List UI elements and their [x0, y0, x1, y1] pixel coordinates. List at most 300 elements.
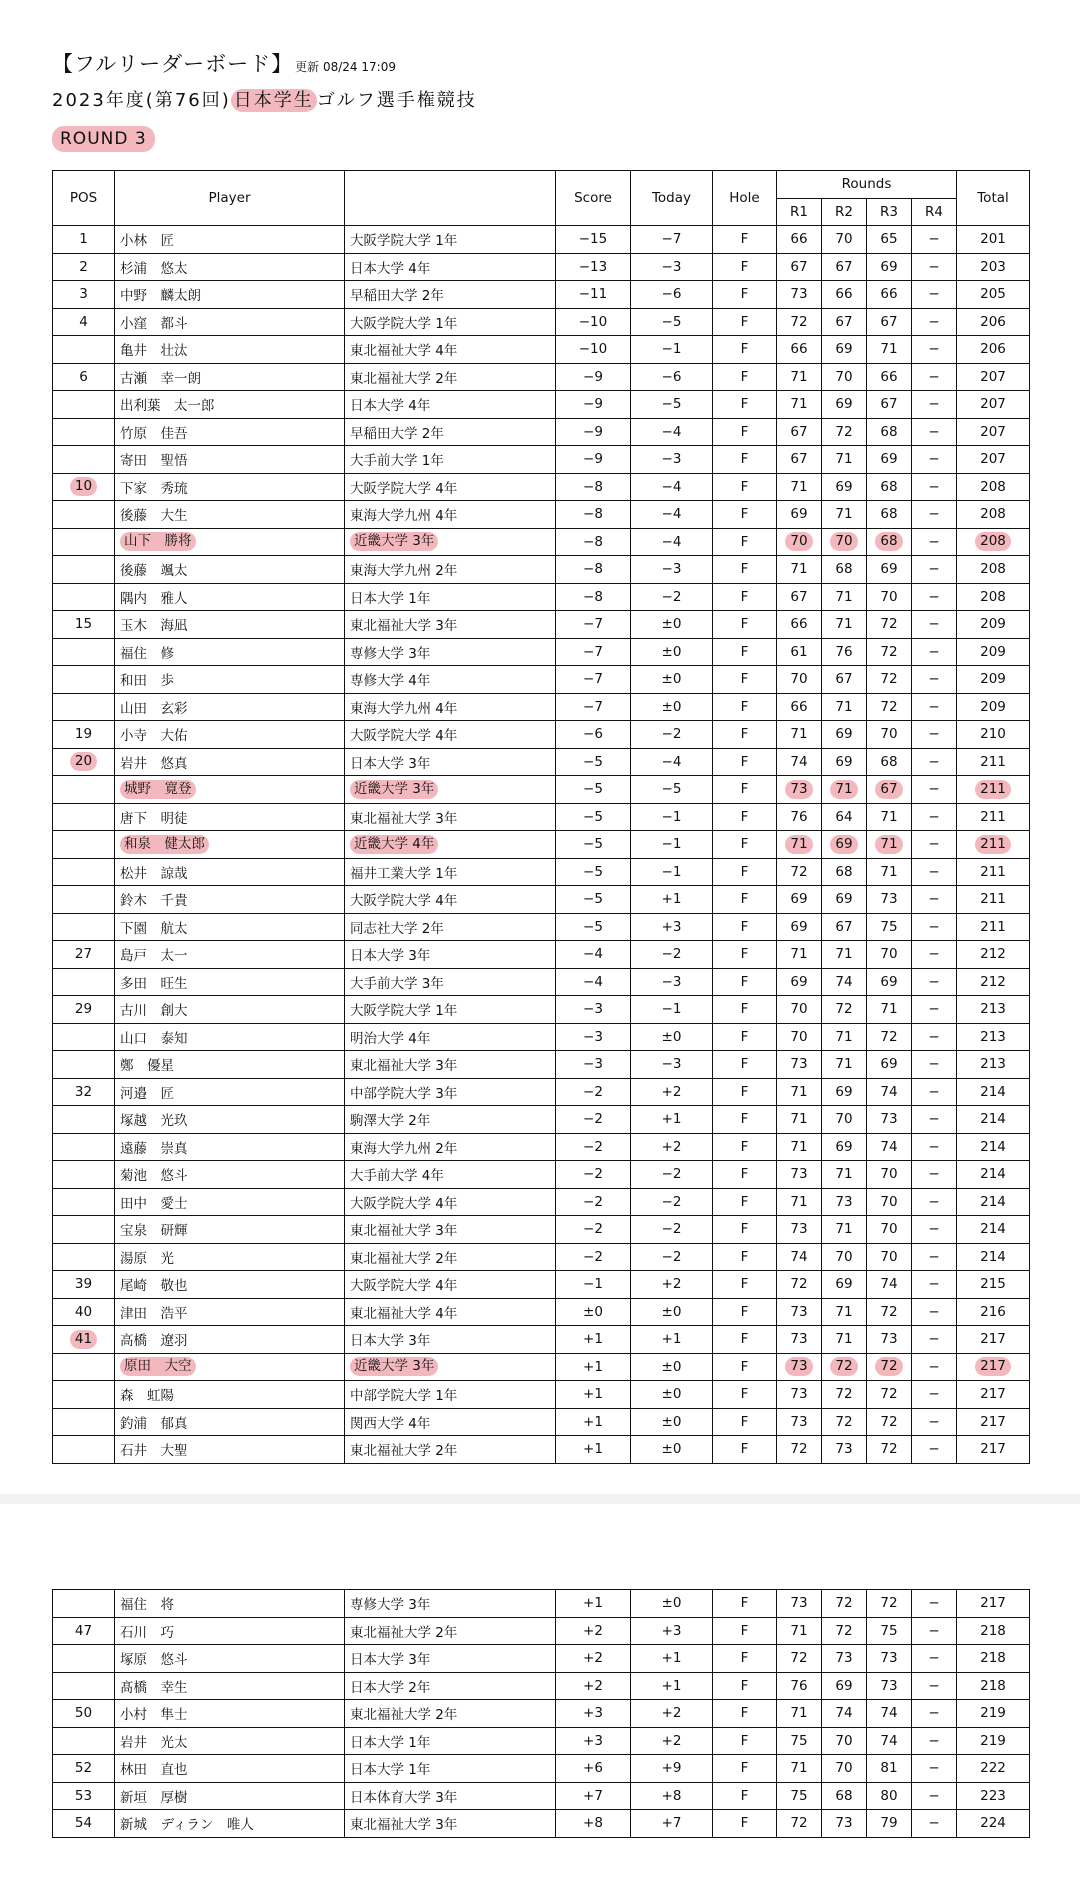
today-text: ±0: [661, 1358, 682, 1375]
total-text: 208: [980, 506, 1006, 523]
player-name-cell: [115, 1188, 345, 1216]
pos-cell: [53, 1727, 115, 1755]
school-cell: [345, 473, 556, 501]
today-text: +1: [661, 1111, 682, 1128]
today-text: −1: [661, 808, 682, 825]
r2-text: 69: [835, 891, 853, 908]
hole-text: F: [740, 973, 749, 990]
hole-cell: [713, 446, 777, 474]
pos-cell: [53, 336, 115, 364]
r1-text: 70: [790, 1001, 808, 1018]
r2-cell: [822, 1645, 867, 1673]
player-name-text: 石川 巧: [120, 1624, 174, 1641]
hole-cell: [713, 1271, 777, 1299]
table-row: [53, 1727, 1030, 1755]
col-header-total: Total: [957, 171, 1030, 226]
score-cell: [556, 748, 631, 776]
pos-cell: [53, 1216, 115, 1244]
r1-cell: [777, 446, 822, 474]
r2-cell: [822, 1078, 867, 1106]
total-text: 211: [980, 753, 1006, 770]
total-text: 210: [980, 726, 1006, 743]
r2-text: 66: [835, 286, 853, 303]
r4-cell: [912, 913, 957, 941]
score-text: −11: [578, 286, 608, 303]
table-row: [53, 1782, 1030, 1810]
r3-text: 66: [880, 368, 898, 385]
r2-cell: [822, 556, 867, 584]
hole-cell: [713, 336, 777, 364]
score-cell: [556, 886, 631, 914]
r2-cell: [822, 996, 867, 1024]
school-text: 東北福祉大学 3年: [350, 1058, 458, 1075]
school-cell: [345, 831, 556, 859]
school-text: 東海大学九州 4年: [350, 508, 458, 525]
r2-cell: [822, 721, 867, 749]
pos-text: 27: [74, 946, 93, 963]
school-text: 日本大学 2年: [350, 1679, 431, 1696]
total-text: 213: [980, 1056, 1006, 1073]
school-text: 日本大学 3年: [350, 1652, 431, 1669]
r2-cell: [822, 1700, 867, 1728]
today-text: −2: [661, 1248, 682, 1265]
total-text: 207: [980, 396, 1006, 413]
player-name-cell: [115, 253, 345, 281]
r2-cell: [822, 501, 867, 529]
total-cell: [957, 1590, 1030, 1618]
total-text: 214: [980, 1111, 1006, 1128]
school-cell: [345, 253, 556, 281]
total-text: 217: [975, 1357, 1011, 1376]
r4-cell: [912, 446, 957, 474]
r4-cell: [912, 583, 957, 611]
total-text: 209: [980, 698, 1006, 715]
today-text: −1: [661, 1001, 682, 1018]
player-name-cell: [115, 1216, 345, 1244]
score-cell: [556, 226, 631, 254]
r4-cell: [912, 1298, 957, 1326]
r2-text: 69: [835, 753, 853, 770]
r3-cell: [867, 1436, 912, 1464]
r2-cell: [822, 968, 867, 996]
table-row: [53, 666, 1030, 694]
r1-text: 71: [790, 478, 808, 495]
r1-text: 71: [790, 1705, 808, 1722]
r2-cell: [822, 1216, 867, 1244]
r2-text: 69: [835, 1083, 853, 1100]
player-name-cell: [115, 308, 345, 336]
school-text: 大阪学院大学 4年: [350, 728, 458, 745]
player-name-cell: [115, 1243, 345, 1271]
school-cell: [345, 611, 556, 639]
today-text: −2: [661, 1166, 682, 1183]
r4-text: −: [928, 588, 940, 605]
school-cell: [345, 226, 556, 254]
pos-cell: [53, 1326, 115, 1354]
r1-cell: [777, 776, 822, 804]
today-text: ±0: [661, 698, 682, 715]
r3-cell: [867, 748, 912, 776]
hole-cell: [713, 528, 777, 556]
score-text: −8: [583, 561, 603, 578]
r4-cell: [912, 1161, 957, 1189]
today-text: −1: [661, 836, 682, 853]
score-cell: [556, 1023, 631, 1051]
r3-cell: [867, 1298, 912, 1326]
player-name-text: 出利葉 太一郎: [120, 398, 215, 415]
school-text: 日本大学 1年: [350, 590, 431, 607]
total-cell: [957, 776, 1030, 804]
r4-text: −: [928, 1056, 940, 1073]
total-text: 217: [980, 1441, 1006, 1458]
total-text: 208: [980, 561, 1006, 578]
hole-cell: [713, 886, 777, 914]
r2-text: 70: [830, 532, 857, 551]
school-cell: [345, 391, 556, 419]
school-cell: [345, 1271, 556, 1299]
r4-cell: [912, 1353, 957, 1381]
school-cell: [345, 308, 556, 336]
r2-text: 71: [835, 1303, 853, 1320]
player-name-text: 山田 玄彩: [120, 700, 188, 717]
total-cell: [957, 1782, 1030, 1810]
school-text: 大阪学院大学 1年: [350, 233, 458, 250]
today-text: −4: [661, 478, 682, 495]
today-text: −4: [661, 506, 682, 523]
school-cell: [345, 336, 556, 364]
total-cell: [957, 1755, 1030, 1783]
today-text: +2: [661, 1732, 682, 1749]
r1-text: 74: [790, 1248, 808, 1265]
table-body: [53, 1590, 1030, 1838]
pos-text: 41: [70, 1330, 97, 1349]
table-row: [53, 528, 1030, 556]
r1-cell: [777, 1078, 822, 1106]
school-cell: [345, 1590, 556, 1618]
r2-text: 71: [835, 1221, 853, 1238]
score-text: −1: [583, 1276, 603, 1293]
player-name-cell: [115, 968, 345, 996]
hole-text: F: [740, 781, 749, 798]
leaderboard-table-continued: [52, 1589, 1030, 1838]
today-text: −2: [661, 726, 682, 743]
pos-cell: [53, 968, 115, 996]
score-cell: [556, 858, 631, 886]
r4-cell: [912, 1617, 957, 1645]
r2-cell: [822, 363, 867, 391]
pos-text: 10: [70, 477, 97, 496]
total-text: 211: [980, 918, 1006, 935]
r1-cell: [777, 748, 822, 776]
score-text: −2: [583, 1166, 603, 1183]
r1-cell: [777, 1700, 822, 1728]
total-cell: [957, 1216, 1030, 1244]
r3-text: 71: [880, 808, 898, 825]
today-cell: [631, 1672, 713, 1700]
school-cell: [345, 1188, 556, 1216]
r3-cell: [867, 1271, 912, 1299]
r2-text: 73: [835, 1193, 853, 1210]
r3-cell: [867, 858, 912, 886]
r1-cell: [777, 858, 822, 886]
table-row: [53, 1133, 1030, 1161]
score-cell: [556, 1271, 631, 1299]
pos-cell: [53, 1700, 115, 1728]
r4-cell: [912, 996, 957, 1024]
update-timestamp: 更新 08/24 17:09: [295, 60, 396, 74]
total-cell: [957, 638, 1030, 666]
school-cell: [345, 363, 556, 391]
r2-text: 71: [830, 780, 857, 799]
r2-text: 72: [835, 1001, 853, 1018]
today-cell: [631, 418, 713, 446]
r4-text: −: [928, 1386, 940, 1403]
hole-text: F: [740, 231, 749, 248]
hole-text: F: [740, 561, 749, 578]
hole-text: F: [740, 918, 749, 935]
r2-text: 71: [835, 1166, 853, 1183]
score-text: +3: [583, 1732, 603, 1749]
today-text: +3: [661, 1622, 682, 1639]
pos-text: 50: [74, 1705, 93, 1722]
score-cell: [556, 1408, 631, 1436]
r4-cell: [912, 638, 957, 666]
table-row: [53, 308, 1030, 336]
score-cell: [556, 1645, 631, 1673]
r3-text: 75: [880, 1622, 898, 1639]
school-cell: [345, 1216, 556, 1244]
hole-cell: [713, 693, 777, 721]
today-cell: [631, 1353, 713, 1381]
today-text: −3: [661, 451, 682, 468]
school-cell: [345, 693, 556, 721]
r1-cell: [777, 611, 822, 639]
r3-text: 67: [880, 396, 898, 413]
hole-text: F: [740, 1595, 749, 1612]
total-text: 212: [980, 973, 1006, 990]
today-text: +7: [661, 1815, 682, 1832]
r3-cell: [867, 473, 912, 501]
total-text: 206: [980, 341, 1006, 358]
r4-text: −: [928, 1358, 940, 1375]
today-text: −1: [661, 863, 682, 880]
score-text: −5: [583, 891, 603, 908]
today-cell: [631, 363, 713, 391]
player-name-cell: [115, 528, 345, 556]
r4-text: −: [928, 698, 940, 715]
hole-text: F: [740, 808, 749, 825]
r1-cell: [777, 281, 822, 309]
total-cell: [957, 1672, 1030, 1700]
r4-text: −: [928, 1193, 940, 1210]
r3-cell: [867, 1700, 912, 1728]
school-cell: [345, 1810, 556, 1838]
r2-cell: [822, 776, 867, 804]
score-cell: [556, 1161, 631, 1189]
score-cell: [556, 1216, 631, 1244]
today-cell: [631, 336, 713, 364]
hole-cell: [713, 831, 777, 859]
total-text: 214: [980, 1083, 1006, 1100]
total-cell: [957, 308, 1030, 336]
r1-text: 67: [790, 423, 808, 440]
r4-cell: [912, 831, 957, 859]
r2-text: 72: [835, 423, 853, 440]
total-text: 218: [980, 1650, 1006, 1667]
total-text: 214: [980, 1221, 1006, 1238]
pos-text: 47: [74, 1622, 93, 1639]
r1-cell: [777, 803, 822, 831]
hole-cell: [713, 1727, 777, 1755]
player-name-cell: [115, 776, 345, 804]
player-name-text: 後藤 颯太: [120, 563, 188, 580]
hole-cell: [713, 1782, 777, 1810]
school-cell: [345, 858, 556, 886]
r2-cell: [822, 748, 867, 776]
player-name-text: 河邉 匠: [120, 1085, 174, 1102]
today-text: −3: [661, 973, 682, 990]
r4-cell: [912, 1700, 957, 1728]
player-name-cell: [115, 1672, 345, 1700]
table-row: [53, 1755, 1030, 1783]
player-name-text: 山下 勝将: [120, 532, 196, 551]
hole-cell: [713, 1298, 777, 1326]
r2-text: 67: [835, 258, 853, 275]
today-text: +1: [661, 1677, 682, 1694]
hole-text: F: [740, 836, 749, 853]
school-text: 東海大学九州 2年: [350, 563, 458, 580]
page-title: [52, 48, 477, 80]
score-text: +2: [583, 1677, 603, 1694]
table-row: [53, 1216, 1030, 1244]
school-cell: [345, 666, 556, 694]
r3-text: 67: [875, 780, 902, 799]
r3-cell: [867, 1051, 912, 1079]
hole-text: F: [740, 506, 749, 523]
r4-cell: [912, 308, 957, 336]
col-header-school: [345, 171, 556, 226]
school-cell: [345, 1023, 556, 1051]
total-cell: [957, 1188, 1030, 1216]
score-cell: [556, 391, 631, 419]
hole-text: F: [740, 753, 749, 770]
r2-text: 72: [835, 1595, 853, 1612]
table-row: [53, 363, 1030, 391]
table-row: [53, 776, 1030, 804]
r2-cell: [822, 1271, 867, 1299]
hole-cell: [713, 858, 777, 886]
score-text: −2: [583, 1221, 603, 1238]
pos-cell: [53, 281, 115, 309]
r1-text: 70: [785, 532, 812, 551]
school-text: 大阪学院大学 1年: [350, 1003, 458, 1020]
score-cell: [556, 308, 631, 336]
r1-cell: [777, 1133, 822, 1161]
r1-text: 71: [790, 1083, 808, 1100]
r3-text: 72: [880, 1413, 898, 1430]
score-text: −4: [583, 946, 603, 963]
school-cell: [345, 418, 556, 446]
score-text: −3: [583, 1056, 603, 1073]
school-text: 大阪学院大学 4年: [350, 893, 458, 910]
total-text: 214: [980, 1166, 1006, 1183]
r3-cell: [867, 1216, 912, 1244]
today-text: ±0: [661, 1028, 682, 1045]
r3-cell: [867, 528, 912, 556]
r1-cell: [777, 1672, 822, 1700]
player-name-cell: [115, 748, 345, 776]
pos-text: 29: [74, 1001, 93, 1018]
score-cell: [556, 1436, 631, 1464]
today-text: ±0: [661, 643, 682, 660]
r1-cell: [777, 1755, 822, 1783]
r4-text: −: [928, 891, 940, 908]
today-cell: [631, 1436, 713, 1464]
r3-cell: [867, 281, 912, 309]
school-cell: [345, 968, 556, 996]
r3-text: 72: [880, 643, 898, 660]
r4-cell: [912, 1326, 957, 1354]
r1-text: 73: [790, 1413, 808, 1430]
r3-text: 80: [880, 1787, 898, 1804]
pos-cell: [53, 1298, 115, 1326]
r1-cell: [777, 1353, 822, 1381]
today-text: ±0: [661, 1595, 682, 1612]
r3-cell: [867, 721, 912, 749]
score-cell: [556, 1078, 631, 1106]
today-text: +2: [661, 1276, 682, 1293]
school-text: 中部学院大学 1年: [350, 1388, 458, 1405]
r3-cell: [867, 776, 912, 804]
school-cell: [345, 1700, 556, 1728]
r2-cell: [822, 418, 867, 446]
score-cell: [556, 583, 631, 611]
pos-cell: [53, 1408, 115, 1436]
r4-cell: [912, 941, 957, 969]
player-name-text: 古瀬 幸一朗: [120, 370, 201, 387]
r1-text: 69: [790, 918, 808, 935]
r3-cell: [867, 308, 912, 336]
table-row: [53, 1298, 1030, 1326]
hole-cell: [713, 638, 777, 666]
player-name-text: 島戸 太一: [120, 948, 188, 965]
total-cell: [957, 858, 1030, 886]
r4-cell: [912, 1590, 957, 1618]
player-name-text: 多田 旺生: [120, 975, 188, 992]
today-cell: [631, 1051, 713, 1079]
r1-cell: [777, 666, 822, 694]
r1-cell: [777, 1326, 822, 1354]
r4-text: −: [928, 1413, 940, 1430]
hole-text: F: [740, 368, 749, 385]
total-text: 213: [980, 1028, 1006, 1045]
r1-text: 70: [790, 671, 808, 688]
school-cell: [345, 721, 556, 749]
today-text: −2: [661, 1193, 682, 1210]
player-name-cell: [115, 1023, 345, 1051]
r2-cell: [822, 446, 867, 474]
r3-cell: [867, 1782, 912, 1810]
r3-cell: [867, 583, 912, 611]
hole-cell: [713, 803, 777, 831]
today-cell: [631, 666, 713, 694]
r3-cell: [867, 336, 912, 364]
pos-text: 19: [74, 726, 93, 743]
school-text: 大阪学院大学 4年: [350, 480, 458, 497]
r2-cell: [822, 1672, 867, 1700]
player-name-cell: [115, 1590, 345, 1618]
r4-text: −: [928, 1331, 940, 1348]
